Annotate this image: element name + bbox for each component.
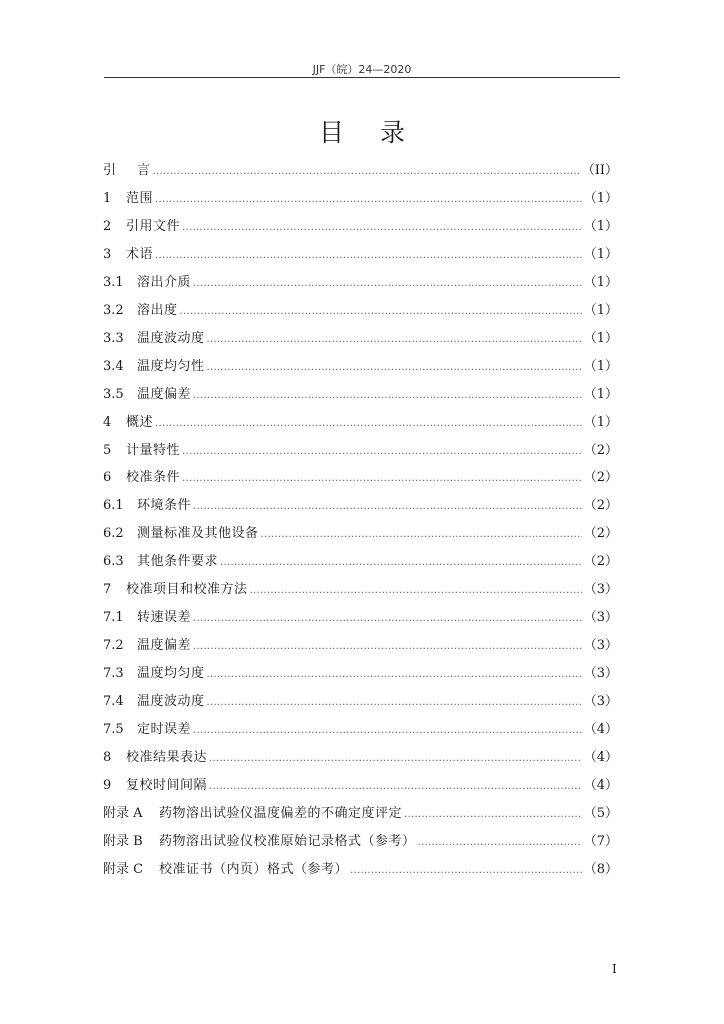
toc-dot-leader xyxy=(207,694,582,712)
toc-entry-number: 7 xyxy=(103,582,112,598)
toc-entry-number: 附录 B xyxy=(103,833,143,849)
toc-entry-page: （3） xyxy=(583,638,618,654)
toc-entry-number: 3.2 xyxy=(103,302,124,318)
toc-entry-title: 复校时间间隔 xyxy=(126,777,208,793)
toc-dot-leader xyxy=(207,331,582,349)
toc-entry[interactable] xyxy=(103,302,618,330)
toc-dot-leader xyxy=(250,582,582,600)
toc-entry-title: 溶出度 xyxy=(137,302,178,318)
toc-entry-number: 3.1 xyxy=(103,274,124,290)
toc-entry-number: 7.4 xyxy=(103,694,124,710)
page-title: 目录 xyxy=(318,118,441,147)
toc-entry[interactable] xyxy=(103,330,618,358)
toc-entry-title: 范围 xyxy=(126,190,154,206)
header-rule xyxy=(104,77,620,78)
toc-entry[interactable] xyxy=(103,609,618,637)
toc-entry-page: （4） xyxy=(583,722,618,738)
toc-entry-number: 引 xyxy=(103,163,117,178)
toc-entry-page: （2） xyxy=(583,498,618,514)
toc-entry[interactable] xyxy=(103,442,618,470)
toc-entry-title: 引用文件 xyxy=(126,218,181,234)
toc-entry-page: （2） xyxy=(583,526,618,542)
toc-entry-title: 测量标准及其他设备 xyxy=(137,526,259,542)
toc-entry-title: 温度波动度 xyxy=(137,330,205,346)
toc-entry-title: 校准证书（内页）格式（参考） xyxy=(159,861,349,877)
toc-entry-number: 7.3 xyxy=(103,666,124,682)
toc-entry-number: 6.1 xyxy=(103,498,124,514)
toc-entry-page: （8） xyxy=(583,861,618,877)
toc-dot-leader xyxy=(182,443,582,461)
toc-entry-title: 计量特性 xyxy=(126,442,181,458)
toc-entry-number: 3.3 xyxy=(103,330,124,346)
toc-entry-title: 药物溶出试验仪校准原始记录格式（参考） xyxy=(159,833,416,849)
toc-entry-title: 言 xyxy=(137,163,151,178)
toc-entry-title: 药物溶出试验仪温度偏差的不确定度评定 xyxy=(159,805,403,821)
toc-entry[interactable] xyxy=(103,274,618,302)
toc-entry-page: （1） xyxy=(583,386,618,402)
toc-entry-page: （5） xyxy=(583,805,618,821)
toc-dot-leader xyxy=(193,638,582,656)
toc-entry[interactable] xyxy=(103,553,618,581)
toc-entry[interactable] xyxy=(103,833,618,861)
toc-entry[interactable] xyxy=(103,861,618,889)
toc-entry-title: 温度均匀度 xyxy=(137,666,205,682)
toc-entry-title: 环境条件 xyxy=(137,498,192,514)
toc-dot-leader xyxy=(220,554,582,572)
toc-entry-title: 定时误差 xyxy=(137,722,192,738)
toc-entry-page: （4） xyxy=(583,777,618,793)
toc-entry-title: 校准条件 xyxy=(126,470,181,486)
toc-entry[interactable] xyxy=(103,162,618,190)
toc-entry-title: 概述 xyxy=(126,414,154,430)
toc-dot-leader xyxy=(180,303,582,321)
toc-entry[interactable] xyxy=(103,469,618,497)
toc-entry-number: 8 xyxy=(103,750,112,766)
toc-dot-leader xyxy=(193,610,582,628)
toc-entry-number: 7.5 xyxy=(103,722,124,738)
toc-entry-number: 3.5 xyxy=(103,386,124,402)
toc-entry-number: 附录 A xyxy=(103,805,143,821)
toc-entry-title: 校准项目和校准方法 xyxy=(126,582,248,598)
toc-entry-page: （3） xyxy=(583,694,618,710)
toc-entry[interactable] xyxy=(103,497,618,525)
toc-entry-page: （3） xyxy=(583,610,618,626)
toc-entry-number: 7.2 xyxy=(103,638,124,654)
toc-entry-title: 溶出介质 xyxy=(137,274,192,290)
toc-entry-page: （1） xyxy=(583,274,618,290)
toc-dot-leader xyxy=(207,666,582,684)
toc-list xyxy=(103,162,618,889)
toc-entry-title: 术语 xyxy=(126,246,154,262)
toc-entry-number: 附录 C xyxy=(103,861,144,877)
toc-dot-leader xyxy=(155,247,582,265)
toc-entry-number: 5 xyxy=(103,442,112,458)
toc-entry-page: （1） xyxy=(583,414,618,430)
toc-entry-page: （1） xyxy=(583,190,618,206)
toc-dot-leader xyxy=(404,806,582,824)
toc-entry[interactable] xyxy=(103,637,618,665)
toc-entry-number: 1 xyxy=(103,190,112,206)
toc-entry[interactable] xyxy=(103,246,618,274)
toc-entry[interactable] xyxy=(103,190,618,218)
toc-entry[interactable] xyxy=(103,777,618,805)
toc-entry-title: 温度偏差 xyxy=(137,638,192,654)
toc-entry-page: （1） xyxy=(583,302,618,318)
toc-dot-leader xyxy=(182,219,582,237)
toc-entry-page: （7） xyxy=(583,833,618,849)
toc-entry[interactable] xyxy=(103,805,618,833)
toc-dot-leader xyxy=(209,750,582,768)
toc-entry[interactable] xyxy=(103,665,618,693)
toc-entry-title: 校准结果表达 xyxy=(126,750,208,766)
toc-entry-number: 3 xyxy=(103,246,112,262)
toc-dot-leader xyxy=(418,834,582,852)
toc-entry-page: （1） xyxy=(583,330,618,346)
toc-entry-number: 6.2 xyxy=(103,526,124,542)
toc-entry-page: （1） xyxy=(583,218,618,234)
toc-entry-number: 9 xyxy=(103,777,112,793)
toc-dot-leader xyxy=(193,275,582,293)
page-number: I xyxy=(612,962,617,976)
toc-entry-number: 2 xyxy=(103,218,112,234)
toc-entry-number: 4 xyxy=(103,414,112,430)
toc-entry-title: 温度偏差 xyxy=(137,386,192,402)
toc-dot-leader xyxy=(209,778,582,796)
toc-dot-leader xyxy=(207,359,582,377)
toc-entry[interactable] xyxy=(103,358,618,386)
toc-dot-leader xyxy=(261,526,582,544)
toc-entry-title: 其他条件要求 xyxy=(137,554,219,570)
toc-entry-page: （4） xyxy=(583,750,618,766)
toc-entry-page: （3） xyxy=(583,582,618,598)
toc-entry-number: 6.3 xyxy=(103,554,124,570)
toc-dot-leader xyxy=(155,415,582,433)
toc-dot-leader xyxy=(155,191,582,209)
toc-entry-number: 7.1 xyxy=(103,610,124,626)
toc-entry[interactable] xyxy=(103,749,618,777)
running-header: JJF（皖）24—2020 xyxy=(312,63,412,76)
toc-entry-page: （II） xyxy=(581,163,618,178)
toc-entry[interactable] xyxy=(103,693,618,721)
toc-entry-page: （2） xyxy=(583,442,618,458)
toc-entry[interactable] xyxy=(103,218,618,246)
toc-entry-title: 温度波动度 xyxy=(137,694,205,710)
toc-entry-page: （1） xyxy=(583,246,618,262)
toc-dot-leader xyxy=(193,498,582,516)
toc-entry[interactable] xyxy=(103,525,618,553)
toc-entry-page: （2） xyxy=(583,554,618,570)
toc-dot-leader xyxy=(182,470,582,488)
toc-entry-page: （1） xyxy=(583,358,618,374)
toc-entry-title: 温度均匀性 xyxy=(137,358,205,374)
toc-entry-number: 6 xyxy=(103,470,112,486)
toc-dot-leader xyxy=(193,387,582,405)
toc-entry[interactable] xyxy=(103,581,618,609)
toc-entry[interactable] xyxy=(103,386,618,414)
toc-entry-title: 转速误差 xyxy=(137,610,192,626)
toc-entry[interactable] xyxy=(103,414,618,442)
toc-dot-leader xyxy=(153,163,580,181)
toc-dot-leader xyxy=(350,862,582,880)
toc-dot-leader xyxy=(193,722,582,740)
toc-entry-page: （3） xyxy=(583,666,618,682)
toc-entry-number: 3.4 xyxy=(103,358,124,374)
toc-entry-page: （2） xyxy=(583,470,618,486)
toc-entry[interactable] xyxy=(103,721,618,749)
